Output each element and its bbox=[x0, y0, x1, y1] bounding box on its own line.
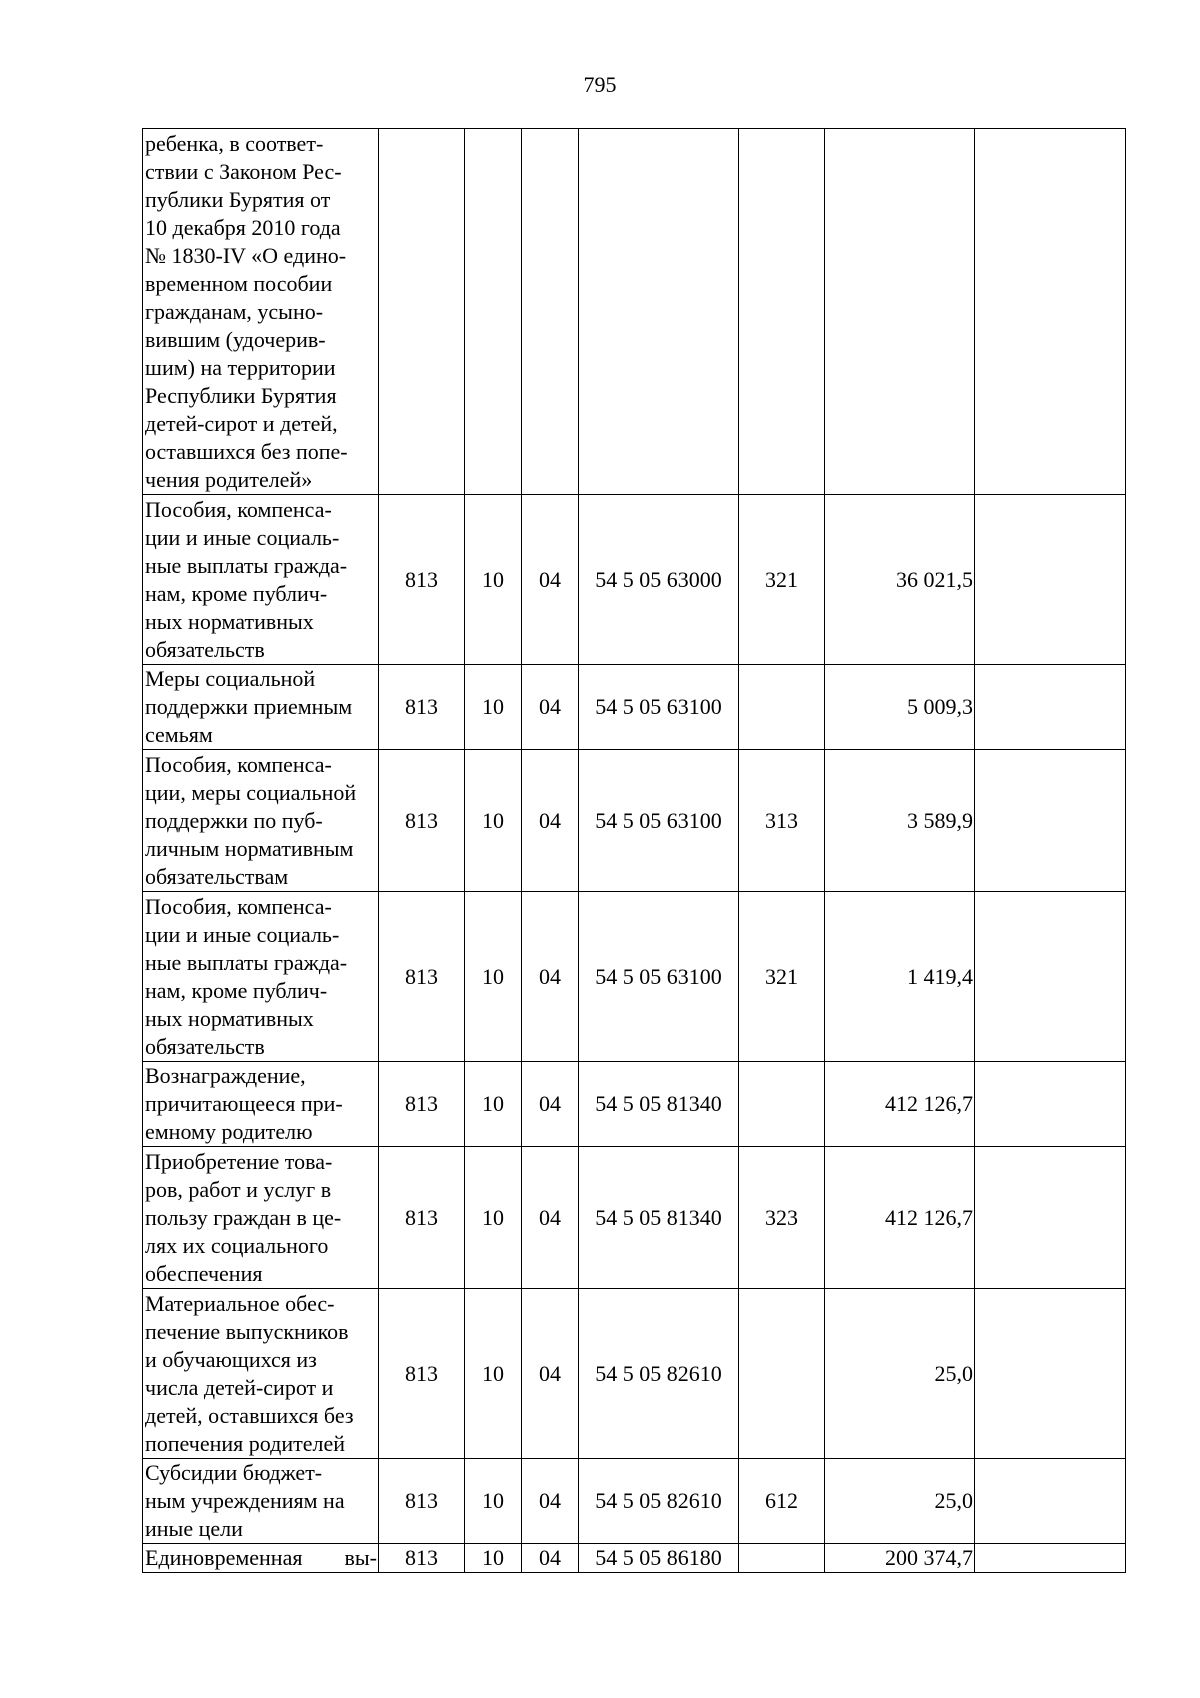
section-code bbox=[465, 129, 522, 495]
amount: 3 589,9 bbox=[825, 750, 975, 892]
section-code: 10 bbox=[465, 1147, 522, 1289]
section-code: 10 bbox=[465, 665, 522, 750]
subsection-code: 04 bbox=[522, 1544, 579, 1573]
row-description: Субсидии бюджет- ным учреждениям на иные цели bbox=[143, 1459, 379, 1544]
extra-cell bbox=[975, 129, 1126, 495]
amount: 200 374,7 bbox=[825, 1544, 975, 1573]
target-article-code: 54 5 05 63000 bbox=[579, 495, 739, 665]
table-row bbox=[143, 665, 1126, 750]
extra-cell bbox=[975, 665, 1126, 750]
ministry-code: 813 bbox=[379, 892, 465, 1062]
amount: 412 126,7 bbox=[825, 1147, 975, 1289]
section-code: 10 bbox=[465, 1544, 522, 1573]
amount: 25,0 bbox=[825, 1289, 975, 1459]
table-row bbox=[143, 129, 1126, 495]
ministry-code: 813 bbox=[379, 495, 465, 665]
subsection-code bbox=[522, 129, 579, 495]
subsection-code: 04 bbox=[522, 1289, 579, 1459]
expense-type-code bbox=[739, 1289, 825, 1459]
table-row bbox=[143, 1459, 1126, 1544]
ministry-code: 813 bbox=[379, 750, 465, 892]
row-description: ребенка, в соответ- ствии с Законом Рес- публики Бурятия от 10 декабря 2010 года № 1830-IV «О едино- временном пособии гражданам, усыно- вившим (удочерив- шим) на территории Республики Бурятия детей-сирот и детей, оставшихся без попе- чения родителей» bbox=[143, 129, 379, 495]
extra-cell bbox=[975, 1147, 1126, 1289]
expense-type-code bbox=[739, 665, 825, 750]
table-row bbox=[143, 892, 1126, 1062]
row-description: Материальное обес- печение выпускников и обучающихся из числа детей-сирот и детей, оставшихся без попечения родителей bbox=[143, 1289, 379, 1459]
subsection-code: 04 bbox=[522, 1459, 579, 1544]
table-row bbox=[143, 1289, 1126, 1459]
row-description: Приобретение това- ров, работ и услуг в пользу граждан в це- лях их социального обеспечения bbox=[143, 1147, 379, 1289]
expense-type-code: 612 bbox=[739, 1459, 825, 1544]
target-article-code bbox=[579, 129, 739, 495]
row-description: Единовременная вы- bbox=[143, 1544, 379, 1573]
page-number: 795 bbox=[583, 72, 617, 97]
table-row bbox=[143, 750, 1126, 892]
expense-type-code: 313 bbox=[739, 750, 825, 892]
subsection-code: 04 bbox=[522, 495, 579, 665]
expense-type-code bbox=[739, 1544, 825, 1573]
table-row bbox=[143, 1062, 1126, 1147]
row-description: Вознаграждение, причитающееся при- емному родителю bbox=[143, 1062, 379, 1147]
target-article-code: 54 5 05 81340 bbox=[579, 1062, 739, 1147]
amount: 5 009,3 bbox=[825, 665, 975, 750]
section-code: 10 bbox=[465, 892, 522, 1062]
target-article-code: 54 5 05 82610 bbox=[579, 1459, 739, 1544]
extra-cell bbox=[975, 750, 1126, 892]
section-code: 10 bbox=[465, 495, 522, 665]
subsection-code: 04 bbox=[522, 1147, 579, 1289]
target-article-code: 54 5 05 81340 bbox=[579, 1147, 739, 1289]
target-article-code: 54 5 05 63100 bbox=[579, 892, 739, 1062]
amount: 412 126,7 bbox=[825, 1062, 975, 1147]
extra-cell bbox=[975, 1544, 1126, 1573]
extra-cell bbox=[975, 1062, 1126, 1147]
expense-type-code: 321 bbox=[739, 495, 825, 665]
target-article-code: 54 5 05 63100 bbox=[579, 665, 739, 750]
extra-cell bbox=[975, 1289, 1126, 1459]
extra-cell bbox=[975, 1459, 1126, 1544]
subsection-code: 04 bbox=[522, 750, 579, 892]
ministry-code bbox=[379, 129, 465, 495]
table-row bbox=[143, 1147, 1126, 1289]
amount: 36 021,5 bbox=[825, 495, 975, 665]
section-code: 10 bbox=[465, 750, 522, 892]
table-row bbox=[143, 495, 1126, 665]
ministry-code: 813 bbox=[379, 1289, 465, 1459]
subsection-code: 04 bbox=[522, 1062, 579, 1147]
section-code: 10 bbox=[465, 1062, 522, 1147]
ministry-code: 813 bbox=[379, 1544, 465, 1573]
row-description: Пособия, компенса- ции и иные социаль- ные выплаты гражда- нам, кроме публич- ных нормативных обязательств bbox=[143, 892, 379, 1062]
expense-type-code bbox=[739, 1062, 825, 1147]
row-description: Меры социальной поддержки приемным семьям bbox=[143, 665, 379, 750]
expense-type-code bbox=[739, 129, 825, 495]
ministry-code: 813 bbox=[379, 1062, 465, 1147]
amount bbox=[825, 129, 975, 495]
table-row bbox=[143, 1544, 1126, 1573]
amount: 1 419,4 bbox=[825, 892, 975, 1062]
amount: 25,0 bbox=[825, 1459, 975, 1544]
expense-type-code: 321 bbox=[739, 892, 825, 1062]
section-code: 10 bbox=[465, 1459, 522, 1544]
target-article-code: 54 5 05 82610 bbox=[579, 1289, 739, 1459]
expense-type-code: 323 bbox=[739, 1147, 825, 1289]
row-description: Пособия, компенса- ции, меры социальной поддержки по пуб- личным нормативным обязательствам bbox=[143, 750, 379, 892]
extra-cell bbox=[975, 495, 1126, 665]
section-code: 10 bbox=[465, 1289, 522, 1459]
row-description: Пособия, компенса- ции и иные социаль- ные выплаты гражда- нам, кроме публич- ных нормативных обязательств bbox=[143, 495, 379, 665]
subsection-code: 04 bbox=[522, 665, 579, 750]
ministry-code: 813 bbox=[379, 1459, 465, 1544]
ministry-code: 813 bbox=[379, 1147, 465, 1289]
target-article-code: 54 5 05 63100 bbox=[579, 750, 739, 892]
ministry-code: 813 bbox=[379, 665, 465, 750]
subsection-code: 04 bbox=[522, 892, 579, 1062]
budget-table bbox=[142, 128, 1126, 1573]
target-article-code: 54 5 05 86180 bbox=[579, 1544, 739, 1573]
extra-cell bbox=[975, 892, 1126, 1062]
